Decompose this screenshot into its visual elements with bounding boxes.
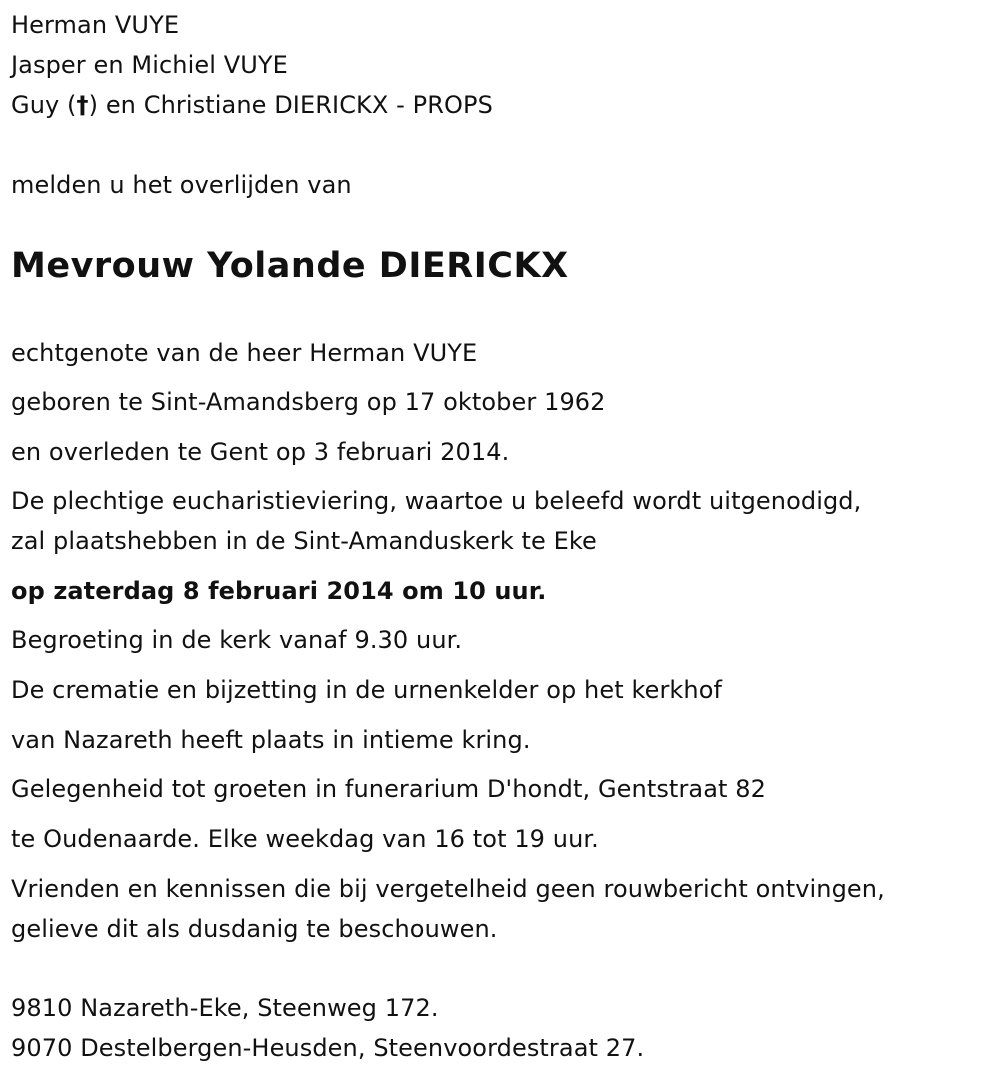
- family-line-3: [11, 90, 493, 120]
- visit-line-2: te Oudenaarde. Elke weekdag van 16 tot 19 uur.: [11, 825, 599, 853]
- address-line-2: 9070 Destelbergen-Heusden, Steenvoordestraat 27.: [11, 1034, 645, 1062]
- announce-text: melden u het overlijden van: [11, 171, 352, 199]
- address-line-1: 9810 Nazareth-Eke, Steenweg 172.: [11, 994, 439, 1022]
- cremation-line-1: De crematie en bijzetting in de urnenkelder op het kerkhof: [11, 676, 723, 704]
- family-line-2: Jasper en Michiel VUYE: [11, 51, 288, 79]
- greeting-line: Begroeting in de kerk vanaf 9.30 uur.: [11, 626, 463, 654]
- died-line: en overleden te Gent op 3 februari 2014.: [11, 438, 510, 466]
- spouse-line: echtgenote van de heer Herman VUYE: [11, 339, 478, 367]
- family-line-1: Herman VUYE: [11, 11, 180, 39]
- cremation-line-2: van Nazareth heeft plaats in intieme kring.: [11, 726, 531, 754]
- born-line: geboren te Sint-Amandsberg op 17 oktober 1962: [11, 388, 606, 416]
- cross-icon: †: [76, 91, 89, 119]
- ceremony-date: op zaterdag 8 februari 2014 om 10 uur.: [11, 577, 547, 605]
- notice-line-2: gelieve dit als dusdanig te beschouwen.: [11, 915, 498, 943]
- ceremony-line-2: zal plaatshebben in de Sint-Amanduskerk te Eke: [11, 527, 597, 555]
- deceased-name: Mevrouw Yolande DIERICKX: [11, 246, 569, 286]
- ceremony-line-1: De plechtige eucharistieviering, waartoe u beleefd wordt uitgenodigd,: [11, 487, 862, 515]
- notice-line-1: Vrienden en kennissen die bij vergetelheid geen rouwbericht ontvingen,: [11, 875, 885, 903]
- visit-line-1: Gelegenheid tot groeten in funerarium D'hondt, Gentstraat 82: [11, 775, 767, 803]
- family-line-3-prefix: Guy (: [11, 91, 77, 119]
- family-line-3-suffix: ) en Christiane DIERICKX - PROPS: [88, 91, 493, 119]
